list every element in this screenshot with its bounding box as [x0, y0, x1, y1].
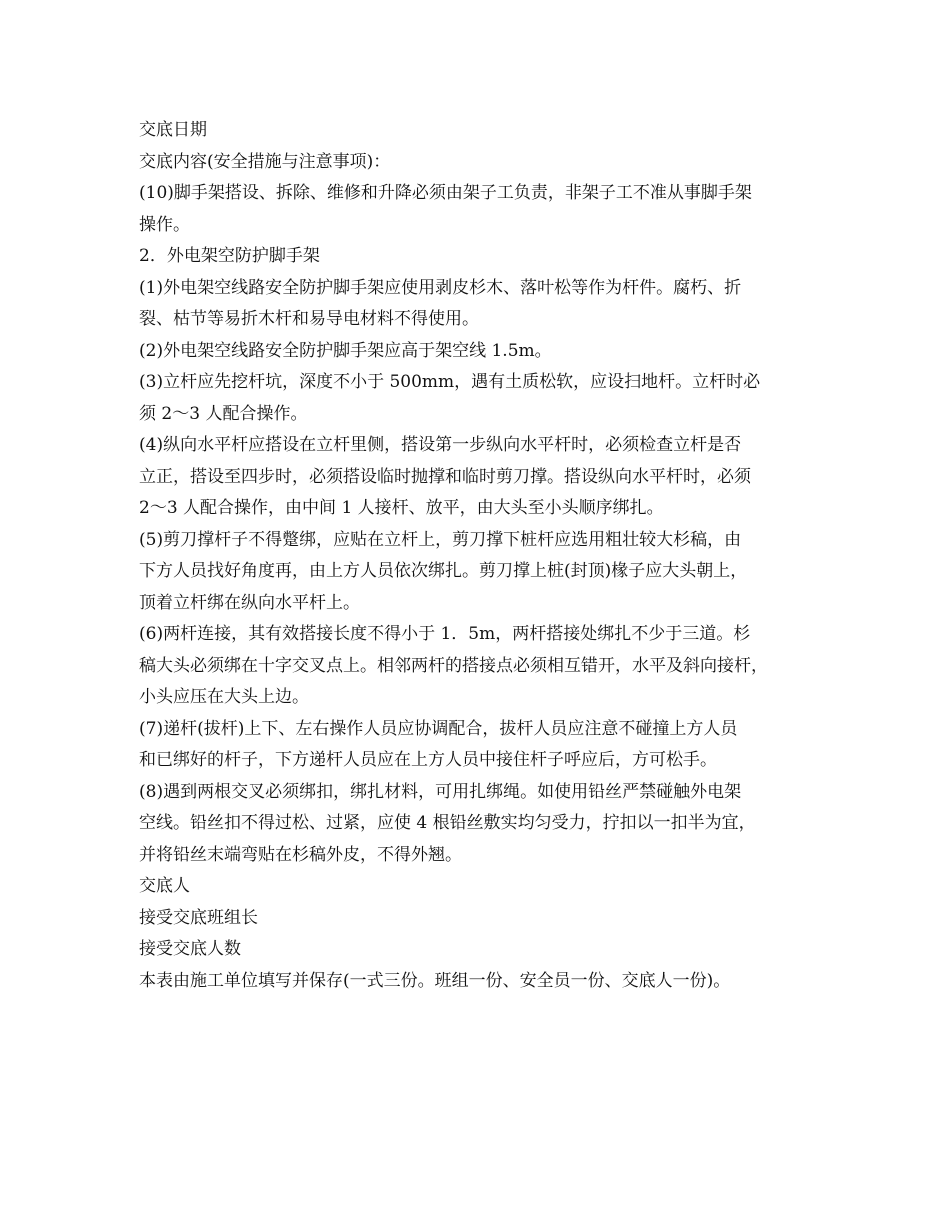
field-label-content: 交底内容(安全措施与注意事项)： — [139, 151, 391, 172]
text-line: 顶着立杆绑在纵向水平杆上。 — [139, 592, 360, 613]
field-label-date: 交底日期 — [139, 120, 207, 140]
text-line: 2～3 人配合操作，由中间 1 人接杆、放平，由大头至小头顺序绑扎。 — [139, 498, 664, 518]
text-line: (6)两杆连接，其有效搭接长度不得小于 1．5m，两杆搭接处绑扎不少于三道。杉 — [139, 624, 751, 644]
text-line: (1)外电架空线路安全防护脚手架应使用剥皮杉木、落叶松等作为杆件。腐朽、折 — [139, 277, 742, 298]
text-line: (3)立杆应先挖杆坑，深度不小于 500mm，遇有土质松软，应设扫地杆。立杆时必 — [139, 372, 761, 392]
text-line: (10)脚手架搭设、拆除、维修和升降必须由架子工负责，非架子工不准从事脚手架 — [139, 183, 752, 203]
text-line: (5)剪刀撑杆子不得蹩绑，应贴在立杆上，剪刀撑下桩杆应选用粗壮较大杉稿，由 — [139, 529, 742, 550]
document-body — [139, 115, 829, 997]
section-heading: 2．外电架空防护脚手架 — [139, 246, 320, 266]
text-line: 操作。 — [139, 214, 190, 235]
text-line: 裂、枯节等易折木杆和易导电材料不得使用。 — [139, 309, 479, 329]
footer-note: 本表由施工单位填写并保存(一式三份。班组一份、安全员一份、交底人一份)。 — [139, 970, 731, 991]
text-line: 稿大头必须绑在十字交叉点上。相邻两杆的搭接点必须相互错开，水平及斜向接杆， — [139, 655, 768, 676]
text-line: 和已绑好的杆子，下方递杆人员应在上方人员中接住杆子呼应后，方可松手。 — [139, 750, 717, 770]
field-label-recipient-count: 接受交底人数 — [139, 939, 241, 959]
text-line: 空线。铅丝扣不得过松、过紧，应使 4 根铅丝敷实均匀受力，拧扣以一扣半为宜， — [139, 813, 756, 833]
field-label-presenter: 交底人 — [139, 876, 190, 896]
text-line: 小头应压在大头上边。 — [139, 687, 309, 707]
text-line: 立正，搭设至四步时，必须搭设临时抛撑和临时剪刀撑。搭设纵向水平杆时，必须 — [139, 466, 751, 487]
text-line: 并将铅丝末端弯贴在杉稿外皮，不得外翘。 — [139, 844, 462, 865]
text-line: (2)外电架空线路安全防护脚手架应高于架空线 1.5m。 — [139, 340, 552, 361]
text-line: (8)遇到两根交叉必须绑扣，绑扎材料，可用扎绑绳。如使用铅丝严禁碰触外电架 — [139, 781, 742, 802]
text-line: (7)递杆(拔杆)上下、左右操作人员应协调配合，拔杆人员应注意不碰撞上方人员 — [139, 718, 738, 739]
text-line: 下方人员找好角度再，由上方人员依次绑扎。剪刀撑上桩(封顶)椽子应大头朝上， — [139, 561, 748, 581]
text-line: 须 2～3 人配合操作。 — [139, 403, 308, 424]
field-label-team-leader: 接受交底班组长 — [139, 907, 258, 928]
text-line: (4)纵向水平杆应搭设在立杆里侧，搭设第一步纵向水平杆时，必须检查立杆是否 — [139, 435, 742, 455]
